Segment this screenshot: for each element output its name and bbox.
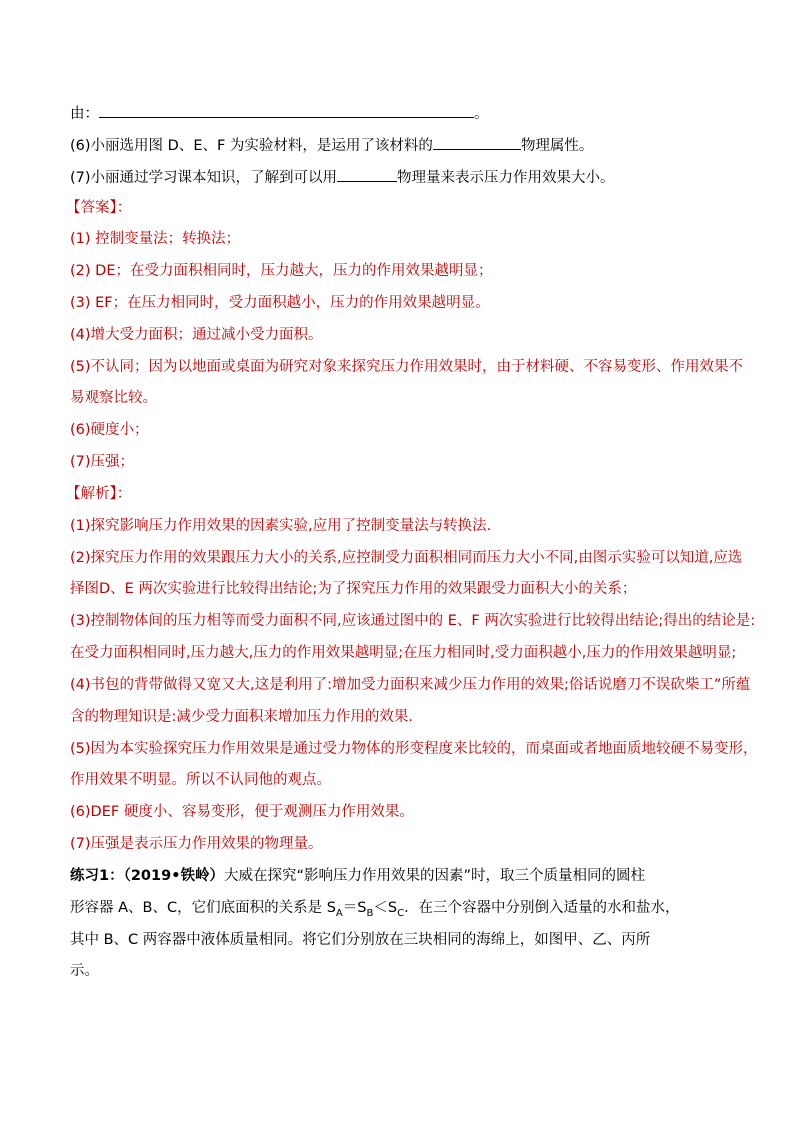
answer-item: (2) DE；在受力面积相同时，压力越大，压力的作用效果越明显； (70, 263, 493, 279)
exercise-text: ．在三个容器中分别倒入适量的水和盐水， (404, 900, 680, 916)
exercise-text: ＜S (373, 900, 398, 916)
exercise-text: ＝S (342, 900, 367, 916)
exercise-text: 大威在探究“影响压力作用效果的因素”时，取三个质量相同的圆柱 (223, 868, 645, 884)
question-reason-suffix: 。 (474, 106, 489, 122)
answer-item: (4)增大受力面积；通过减小受力面积。 (70, 327, 323, 343)
analysis-item: (1)探究影响压力作用效果的因素实验,应用了控制变量法与转换法. (70, 518, 492, 534)
analysis-item: 在受力面积相同时,压力越大,压力的作用效果越明显;在压力相同时,受力面积越小,压力的作用效果越明显; (70, 645, 737, 661)
exercise-line-4: 示。 (70, 963, 99, 979)
analysis-item: 作用效果不明显。所以不认同他的观点。 (70, 772, 331, 788)
answer-item: (3) EF；在压力相同时，受力面积越小，压力的作用效果越明显。 (70, 295, 490, 311)
question-reason-prefix: 由： (70, 106, 99, 122)
answer-blank (433, 135, 521, 150)
answer-heading: 【答案】： (66, 200, 132, 216)
answer-item: (6)硬度小； (70, 422, 149, 438)
exercise-label: 练习1：（2019•铁岭） (70, 868, 224, 884)
question-7-prefix: (7)小丽通过学习课本知识，了解到可以用 (70, 170, 338, 186)
answer-item: 易观察比较。 (70, 390, 157, 406)
exercise-line-3: 其中 B、C 两容器中液体质量相同。将它们分别放在三块相同的海绵上，如图甲、乙、丙所 (70, 932, 651, 948)
subscript: C (397, 907, 405, 919)
exercise-text: 形容器 A、B、C，它们底面积的关系是 S (70, 900, 336, 916)
analysis-item: (5)因为本实验探究压力作用效果是通过受力物体的形变程度来比较的，而桌面或者地面质地较硬不易变形， (70, 741, 758, 757)
answer-item: (1) 控制变量法；转换法； (70, 231, 241, 247)
question-7-suffix: 物理量来表示压力作用效果大小。 (397, 170, 615, 186)
subscript: A (335, 907, 343, 919)
analysis-item: (2)探究压力作用的效果跟压力大小的关系,应控制受力面积相同而压力大小不同,由图示实验可以知道,应选 (70, 550, 743, 566)
exercise-line-2 (70, 898, 680, 924)
analysis-item: 含的物理知识是:减少受力面积来增加压力作用的效果. (70, 709, 413, 725)
question-7-line (70, 167, 615, 188)
analysis-item: (6)DEF 硬度小、容易变形，便于观测压力作用效果。 (70, 804, 414, 820)
answer-item: (5)不认同；因为以地面或桌面为研究对象来探究压力作用效果时，由于材料硬、不容易变形、作用效果不 (70, 359, 744, 375)
analysis-item: (7)压强是表示压力作用效果的物理量。 (70, 836, 323, 852)
question-6-line (70, 135, 593, 156)
analysis-item: (4)书包的背带做得又宽又大,这是利用了:增加受力面积来减少压力作用的效果;俗话说磨刀不误砍柴工”所蕴 (70, 677, 751, 693)
exercise-line-1 (70, 866, 645, 886)
subscript: B (366, 907, 374, 919)
question-6-suffix: 物理属性。 (520, 138, 594, 154)
answer-blank (337, 167, 397, 182)
analysis-item: 择图D、E 两次实验进行比较得出结论;为了探究压力作用的效果跟受力面积大小的关系； (70, 581, 637, 597)
answer-blank (99, 103, 474, 118)
analysis-heading: 【解析】： (66, 486, 132, 502)
question-reason-line (70, 103, 489, 124)
answer-item: (7)压强； (70, 454, 135, 470)
question-6-prefix: (6)小丽选用图 D、E、F 为实验材料，是运用了该材料的 (70, 138, 433, 154)
analysis-item: (3)控制物体间的压力相等而受力面积不同,应该通过图中的 E、F 两次实验进行比较得出结论;得出的结论是: (70, 613, 756, 629)
